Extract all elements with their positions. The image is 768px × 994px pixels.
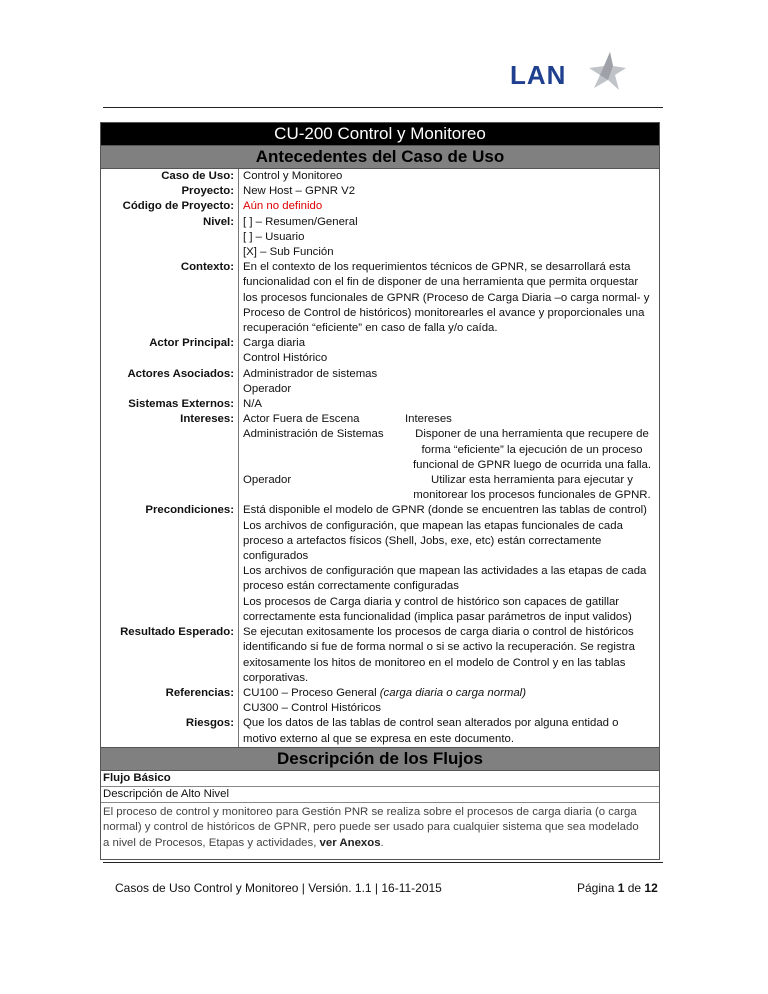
- row-actor-principal: [101, 336, 659, 366]
- use-case-document: [100, 122, 660, 860]
- row-sistemas-externos: [101, 397, 659, 412]
- value-riesgos: [239, 716, 659, 746]
- nivel-option: [ ] – Usuario: [243, 230, 305, 243]
- value-proyecto: New Host – GPNR V2: [243, 185, 356, 198]
- intereses-item: [243, 427, 659, 473]
- page-label: Página: [577, 881, 618, 895]
- text-segment: .: [380, 836, 384, 849]
- intereses-header-actor: Actor Fuera de Escena: [243, 413, 360, 426]
- text-line: Los archivos de configuración que mapean las actividades a las etapas de cada: [243, 565, 647, 578]
- text-line: forma “eficiente” la ejecución de un proceso: [421, 443, 643, 456]
- document-title: CU-200 Control y Monitoreo: [101, 123, 659, 145]
- text-line: En el contexto de los requerimientos técnicos de GPNR, se desarrollará esta: [243, 261, 631, 274]
- text-line: [103, 836, 657, 851]
- text-line: Que los datos de las tablas de control sean alterados por alguna entidad o: [243, 717, 619, 730]
- text-line: Está disponible el modelo de GPNR (donde se encuentren las tablas de control): [243, 504, 647, 517]
- text-line: El proceso de control y monitoreo para Gestión PNR se realiza sobre el procesos de carga diaria (o carga: [103, 806, 637, 819]
- row-precondiciones: [101, 503, 659, 625]
- text-line: funcionalidad con el fin de disponer de una herramienta que permita orquestar: [243, 276, 639, 289]
- section-flujos: Descripción de los Flujos: [101, 747, 659, 771]
- intereses-detail: [401, 427, 659, 473]
- text-line: funcional de GPNR luego de ocurrida una falla.: [412, 458, 652, 471]
- value-precondiciones: [239, 503, 659, 625]
- text-line: motivo externo al que se expresa en este documento.: [243, 732, 515, 745]
- intereses-actor: Administración de Sistemas: [243, 428, 384, 441]
- value-resultado-esperado: [239, 625, 659, 686]
- page-total: 12: [644, 881, 658, 895]
- label-intereses: Intereses:: [101, 412, 239, 503]
- label-actor-principal: Actor Principal:: [101, 336, 239, 366]
- value-caso-de-uso: Control y Monitoreo: [243, 170, 343, 182]
- text-line: configurados: [243, 550, 309, 563]
- logo-text: LAN: [510, 60, 567, 90]
- text-line: identificando si fue de forma normal o si se activo la recuperación. Se registra: [243, 641, 635, 654]
- intereses-table: [239, 412, 659, 503]
- reference-note: (carga diaria o carga normal): [379, 686, 527, 699]
- row-resultado-esperado: [101, 625, 659, 686]
- row-referencias: [101, 686, 659, 716]
- reference-text: CU100 – Proceso General: [243, 686, 380, 699]
- intereses-item: [243, 473, 659, 503]
- reference-cu100: [243, 686, 659, 701]
- value-contexto: [239, 260, 659, 336]
- page-of: de: [624, 881, 645, 895]
- reference-cu300: CU300 – Control Históricos: [243, 702, 382, 715]
- text-line: Operador: [243, 382, 292, 395]
- text-line: Administrador de sistemas: [243, 367, 378, 380]
- text-line: Control Histórico: [243, 352, 328, 365]
- row-nivel: [101, 215, 659, 261]
- label-precondiciones: Precondiciones:: [101, 503, 239, 625]
- value-actor-principal: [239, 336, 659, 366]
- label-codigo: Código de Proyecto:: [101, 199, 239, 214]
- text-line: Disponer de una herramienta que recupere de: [415, 428, 649, 441]
- intereses-header: [243, 412, 659, 427]
- flow-description: [101, 803, 659, 859]
- label-resultado-esperado: Resultado Esperado:: [101, 625, 239, 686]
- row-intereses: [101, 412, 659, 503]
- text-segment: a nivel de Procesos, Etapas y actividades,: [103, 836, 320, 849]
- text-line: proceso a artefactos físicos (Shell, Jobs, exe, etc) están correctamente: [243, 534, 602, 547]
- label-sistemas-externos: Sistemas Externos:: [101, 397, 239, 412]
- alto-nivel-heading: Descripción de Alto Nivel: [101, 787, 659, 803]
- label-riesgos: Riesgos:: [101, 716, 239, 746]
- label-referencias: Referencias:: [101, 686, 239, 716]
- nivel-option: [X] – Sub Función: [243, 246, 334, 259]
- text-line: Los archivos de configuración, que mapean las etapas funcionales de cada: [243, 519, 623, 532]
- lan-logo: [510, 58, 630, 92]
- value-referencias: [239, 686, 659, 716]
- label-caso-de-uso: Caso de Uso:: [101, 169, 239, 184]
- intereses-actor: Operador: [243, 474, 292, 487]
- flows-section: [101, 771, 659, 859]
- value-actores-asociados: [239, 367, 659, 397]
- header-rule: [103, 107, 663, 108]
- text-line: Los procesos de Carga diaria y control de histórico son capaces de gatillar: [243, 595, 620, 608]
- row-caso-de-uso: [101, 169, 659, 184]
- text-line: recuperación “eficiente” en caso de falla y/o caída.: [243, 322, 498, 335]
- label-nivel: Nivel:: [101, 215, 239, 261]
- footer-page-number: [577, 881, 658, 895]
- text-line: proceso están correctamente configuradas: [243, 580, 459, 593]
- text-line: Carga diaria: [243, 337, 306, 350]
- value-codigo: Aún no definido: [243, 200, 323, 213]
- text-line: normal) y control de históricos de GPNR, pero puede ser usado para cualquier sistema que sea modelado: [103, 821, 639, 834]
- text-line: monitorear los procesos funcionales de GPNR.: [413, 489, 651, 502]
- nivel-option: [ ] – Resumen/General: [243, 215, 358, 228]
- row-riesgos: [101, 716, 659, 746]
- label-actores-asociados: Actores Asociados:: [101, 367, 239, 397]
- page-current: 1: [617, 881, 625, 895]
- row-contexto: [101, 260, 659, 336]
- text-line: Utilizar esta herramienta para ejecutar y: [431, 474, 633, 487]
- anexos-link[interactable]: ver Anexos: [319, 836, 381, 849]
- label-proyecto: Proyecto:: [101, 184, 239, 199]
- footer-rule: [103, 862, 663, 863]
- label-contexto: Contexto:: [101, 260, 239, 336]
- text-line: Proceso de Control de históricos) monitorearles el avance y proporcionales una: [243, 306, 645, 319]
- star-icon: [580, 50, 626, 96]
- row-actores-asociados: [101, 367, 659, 397]
- row-proyecto: [101, 184, 659, 199]
- section-antecedentes: Antecedentes del Caso de Uso: [101, 145, 659, 169]
- value-sistemas-externos: N/A: [243, 398, 262, 411]
- text-line: los procesos funcionales de GPNR (Proceso de Carga Diaria –o carga normal- y: [243, 291, 650, 304]
- intereses-detail: [401, 473, 659, 503]
- row-codigo: [101, 199, 659, 214]
- flujo-basico-heading: Flujo Básico: [101, 771, 659, 787]
- footer-document-info: Casos de Uso Control y Monitoreo | Versión. 1.1 | 16-11-2015: [115, 881, 442, 895]
- text-line: Se ejecutan exitosamente los procesos de carga diaria o control de históricos: [243, 626, 634, 639]
- intereses-header-interest: Intereses: [405, 413, 452, 426]
- value-nivel: [239, 215, 659, 261]
- text-line: corporativas.: [243, 671, 309, 684]
- text-line: exitosamente los hitos de monitoreo en el modelo de Control y en las tablas: [243, 656, 626, 669]
- text-line: correctamente esta funcionalidad (implica pasar parámetros de input validos): [243, 610, 632, 623]
